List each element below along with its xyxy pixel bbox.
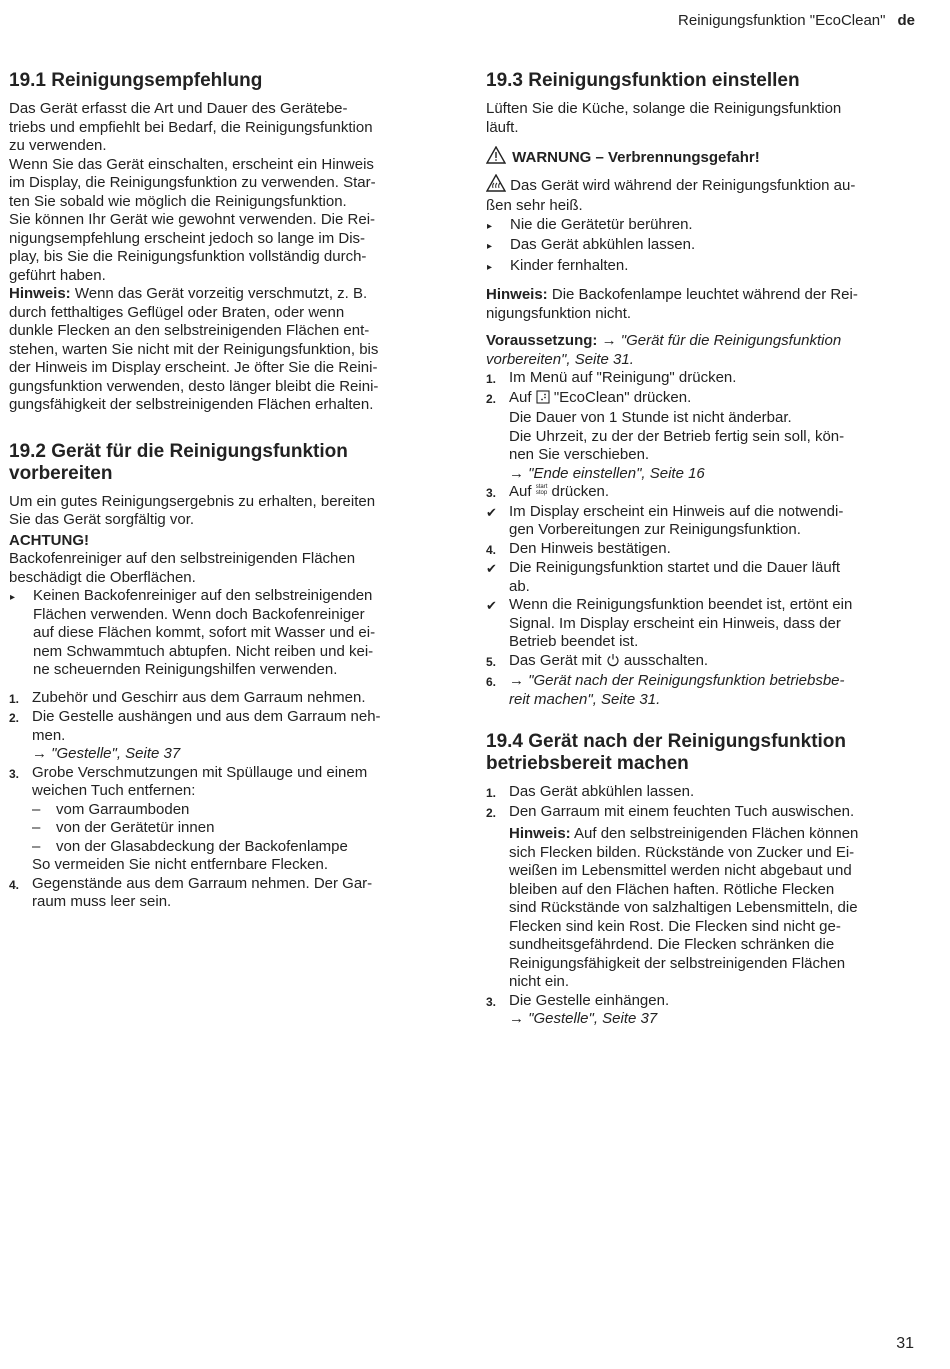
dash-marker: – [32, 837, 41, 855]
step-number: 1. [486, 786, 497, 800]
step-number: 4. [9, 877, 20, 892]
caution-heading: ACHTUNG! [9, 531, 89, 549]
text-line: Das Gerät erfasst die Art und Dauer des Gerätebe- [9, 100, 348, 117]
dash-item [32, 801, 439, 820]
step-text: drücken. [547, 483, 610, 500]
page-header [678, 12, 915, 29]
bullet-text: Keinen Backofenreiniger auf den selbstreinigenden Flächen verwenden. Wenn doch Backofenreiniger auf diese Flächen kommt, sofort mit Wasser und ei- nem Schwammtuch abtupfen. Nicht reiben und kei- ne scheuernden Reinigungshilfen verwenden. [33, 587, 376, 678]
text-line: Lüften Sie die Küche, solange die Reinigungsfunktion [486, 100, 842, 117]
warning-triangle-icon [486, 146, 508, 170]
dash-text: vom Garraumboden [56, 800, 190, 818]
step-content [509, 652, 918, 673]
warning-text: WARNUNG – Verbrennungsgefahr! [512, 149, 760, 166]
step-number: 2. [486, 391, 497, 406]
step-item [486, 369, 918, 389]
text-line: stehen, warten Sie nicht mit der Reinigungsfunktion, bis [9, 340, 379, 358]
header-language: de [897, 12, 915, 29]
warning-heading [486, 146, 918, 170]
dash-item [32, 819, 439, 838]
step-content [509, 992, 918, 1029]
step-text: nen Sie verschieben. [509, 446, 650, 463]
result-item [486, 596, 918, 652]
step-item [9, 689, 439, 709]
step-number: 1. [9, 691, 20, 706]
bullet-item [486, 216, 918, 237]
check-icon: ✔ [486, 598, 497, 613]
triangle-right-bullet-icon: ▸ [10, 592, 16, 603]
cross-reference-link[interactable]: → "Gerät für die Reinigungsfunktion [597, 332, 842, 349]
step-item [486, 389, 918, 484]
section-19-1-title: 19.1 Reinigungsempfehlung [9, 70, 263, 91]
title-line: 19.2 Gerät für die Reinigungsfunktion [9, 440, 348, 462]
text-line: nigungsfunktion nicht. [486, 304, 632, 322]
step-text: Zubehör und Geschirr aus dem Garraum nehmen. [32, 688, 366, 706]
result-text: Die Reinigungsfunktion startet und die Dauer läuft ab. [509, 559, 841, 595]
bullet-text: Kinder fernhalten. [510, 256, 629, 274]
step-content [509, 803, 918, 992]
text-line: der Hinweis im Display erscheint. Je öfter Sie die Reini- [9, 359, 378, 376]
title-line: vorbereiten [9, 462, 113, 484]
cross-reference-link[interactable]: vorbereiten", Seite 31. [486, 350, 634, 368]
title-line: 19.4 Gerät nach der Reinigungsfunktion [486, 731, 847, 752]
step-text: Auf [509, 483, 536, 500]
text-line: Backofenreiniger auf den selbstreinigenden Flächen [9, 550, 356, 567]
hint-text: Wenn das Gerät vorzeitig verschmutzt, z. B. [70, 285, 368, 302]
dash-marker: – [32, 819, 41, 836]
step-text: Das Gerät abkühlen lassen. [509, 783, 695, 800]
cross-reference-link[interactable]: → "Gerät nach der Reinigungsfunktion betriebsbe- reit machen", Seite 31. [509, 672, 845, 708]
text-line: nigungsempfehlung erscheint jedoch so lange im Dis- [9, 229, 366, 247]
text-line: Sie das Gerät sorgfältig vor. [9, 511, 195, 528]
step-content [32, 764, 439, 875]
step-text: Das Gerät mit [509, 651, 606, 669]
step-item [9, 764, 439, 875]
step-item [486, 803, 918, 992]
step-number: 3. [9, 766, 20, 781]
dash-text: von der Gerätetür innen [56, 819, 215, 836]
result-item [486, 503, 918, 540]
cross-reference-link[interactable]: → "Gestelle", Seite 37 [509, 1010, 658, 1027]
step-number: 2. [9, 711, 20, 725]
bullet-text: Nie die Gerätetür berühren. [510, 215, 693, 233]
warning-body-text: Das Gerät wird während der Reinigungsfunktion au- [506, 176, 856, 194]
step-number: 1. [486, 372, 497, 386]
step-text: Die Uhrzeit, zu der der Betrieb fertig sein soll, kön- [509, 427, 845, 445]
start-label: start [535, 484, 548, 490]
result-text: Im Display erscheint ein Hinweis auf die notwendi- gen Vorbereitungen zur Reinigungsfunktion. [509, 502, 844, 538]
text-line: dunkle Flecken an den selbstreinigenden Flächen ent- [9, 322, 370, 339]
section-19-2-title [9, 441, 439, 485]
text-line: gungsfähigkeit der selbstreinigenden Flächen erhalten. [9, 396, 374, 413]
cross-reference-link[interactable]: → "Gestelle", Seite 37 [32, 745, 181, 762]
text-line: zu verwenden. [9, 137, 107, 154]
page-number: 31 [896, 1335, 914, 1352]
hot-surface-warning-icon [486, 174, 506, 198]
step-item [486, 652, 918, 673]
triangle-right-bullet-icon: ▸ [487, 220, 493, 232]
hint-label: Hinweis: [509, 825, 571, 842]
warning-body-line [486, 174, 918, 198]
step-item [486, 783, 918, 803]
text-line: läuft. [486, 118, 519, 136]
text-line: gungsfunktion verwenden, desto länger bleibt die Reini- [9, 377, 379, 395]
step-text: Die Gestelle aushängen und aus dem Garraum neh- men. [32, 708, 381, 744]
bullet-item [486, 257, 918, 278]
step-item [486, 483, 918, 503]
step-number: 6. [486, 675, 497, 689]
left-column [9, 70, 439, 912]
hint-text: Auf den selbstreinigenden Flächen können sich Flecken bilden. Rückstände von Zucker und Ei- weißen im Lebensmittel werden nicht abgebaut und bleiben auf den Flächen haften. Rötliche Flecken sind Rückstände von salzhaltigen Lebensmitteln, die Flecken sind kein Rost. Die Flecken sind nicht ge- sundheitsgefährdend. Die Flecken schränken die Reinigungsfähigkeit der selbstreinigenden Flächen nicht ein. [509, 825, 859, 990]
hint-label: Hinweis: [486, 286, 548, 303]
step-text: Den Garraum mit einem feuchten Tuch auswischen. [509, 802, 855, 820]
step-text: So vermeiden Sie nicht entfernbare Flecken. [32, 856, 328, 873]
step-item [486, 540, 918, 560]
text-line: Sie können Ihr Gerät wie gewohnt verwenden. Die Rei- [9, 211, 376, 228]
text-line: geführt haben. [9, 266, 106, 284]
dash-text: von der Glasabdeckung der Backofenlampe [56, 837, 348, 855]
triangle-right-bullet-icon: ▸ [487, 241, 493, 252]
section-19-3-title: 19.3 Reinigungsfunktion einstellen [486, 70, 800, 91]
stop-label: stop [535, 490, 548, 496]
hint-line [486, 286, 918, 305]
triangle-right-bullet-icon: ▸ [487, 261, 493, 273]
step-number: 3. [486, 994, 497, 1009]
text-line: Um ein gutes Reinigungsergebnis zu erhalten, bereiten [9, 492, 376, 510]
step-number: 2. [486, 805, 497, 820]
bullet-text: Das Gerät abkühlen lassen. [510, 236, 696, 253]
step-text: Grobe Verschmutzungen mit Spüllauge und einem weichen Tuch entfernen: [32, 763, 368, 799]
section-19-1-body [9, 100, 439, 415]
step-item [9, 708, 439, 764]
step-text: "EcoClean" drücken. [549, 388, 692, 406]
step-text: Gegenstände aus dem Garraum nehmen. Der Gar- raum muss leer sein. [32, 874, 373, 910]
ecoclean-icon [536, 390, 550, 410]
step-text: Die Dauer von 1 Stunde ist nicht änderbar. [509, 409, 792, 426]
right-column [486, 70, 918, 1029]
step-content [509, 389, 918, 484]
bullet-item [9, 587, 439, 680]
dash-item [32, 838, 439, 857]
text-line: ßen sehr heiß. [486, 197, 583, 214]
text-line: Wenn Sie das Gerät einschalten, erscheint ein Hinweis [9, 155, 374, 173]
step-text: Im Menü auf "Reinigung" drücken. [509, 369, 737, 386]
step-content [509, 483, 918, 503]
step-number: 3. [486, 486, 497, 500]
text-line: play, bis Sie die Reinigungsfunktion vollständig durch- [9, 248, 367, 265]
step-item [9, 875, 439, 912]
hint-label: Hinweis: [9, 285, 71, 302]
prerequisite-label: Voraussetzung: [486, 332, 598, 349]
text-line: durch fetthaltiges Geflügel oder Braten, oder wenn [9, 303, 345, 321]
step-item [486, 992, 918, 1029]
step-text: Auf [509, 388, 536, 406]
check-icon: ✔ [486, 561, 497, 576]
cross-reference-link[interactable]: → "Ende einstellen", Seite 16 [509, 464, 705, 482]
check-icon: ✔ [486, 504, 497, 520]
text-line: ten Sie sobald wie möglich die Reinigungsfunktion. [9, 192, 347, 210]
header-title: Reinigungsfunktion "EcoClean" [678, 12, 886, 29]
power-icon [606, 653, 620, 673]
result-text: Wenn die Reinigungsfunktion beendet ist, ertönt ein Signal. Im Display erscheint ein Hinweis, dass der Betrieb beendet ist. [509, 596, 853, 650]
step-number: 5. [486, 654, 497, 669]
step-content [32, 708, 439, 764]
hint-text: Die Backofenlampe leuchtet während der Rei- [547, 286, 858, 303]
text-line: beschädigt die Oberflächen. [9, 568, 196, 586]
step-text: Die Gestelle einhängen. [509, 991, 670, 1009]
text-line: im Display, die Reinigungsfunktion zu verwenden. Star- [9, 174, 376, 191]
prerequisite-line [486, 332, 918, 351]
step-text: ausschalten. [619, 651, 709, 669]
step-number: 4. [486, 542, 497, 557]
bullet-item [486, 236, 918, 257]
step-text: Den Hinweis bestätigen. [509, 539, 671, 557]
section-19-4-title [486, 731, 918, 775]
hint-line [9, 285, 439, 304]
step-item [486, 672, 918, 709]
result-item [486, 559, 918, 596]
start-stop-icon [536, 484, 548, 496]
title-line: betriebsbereit machen [486, 753, 689, 774]
dash-marker: – [32, 800, 41, 818]
text-line: triebs und empfiehlt bei Bedarf, die Reinigungsfunktion [9, 118, 373, 136]
